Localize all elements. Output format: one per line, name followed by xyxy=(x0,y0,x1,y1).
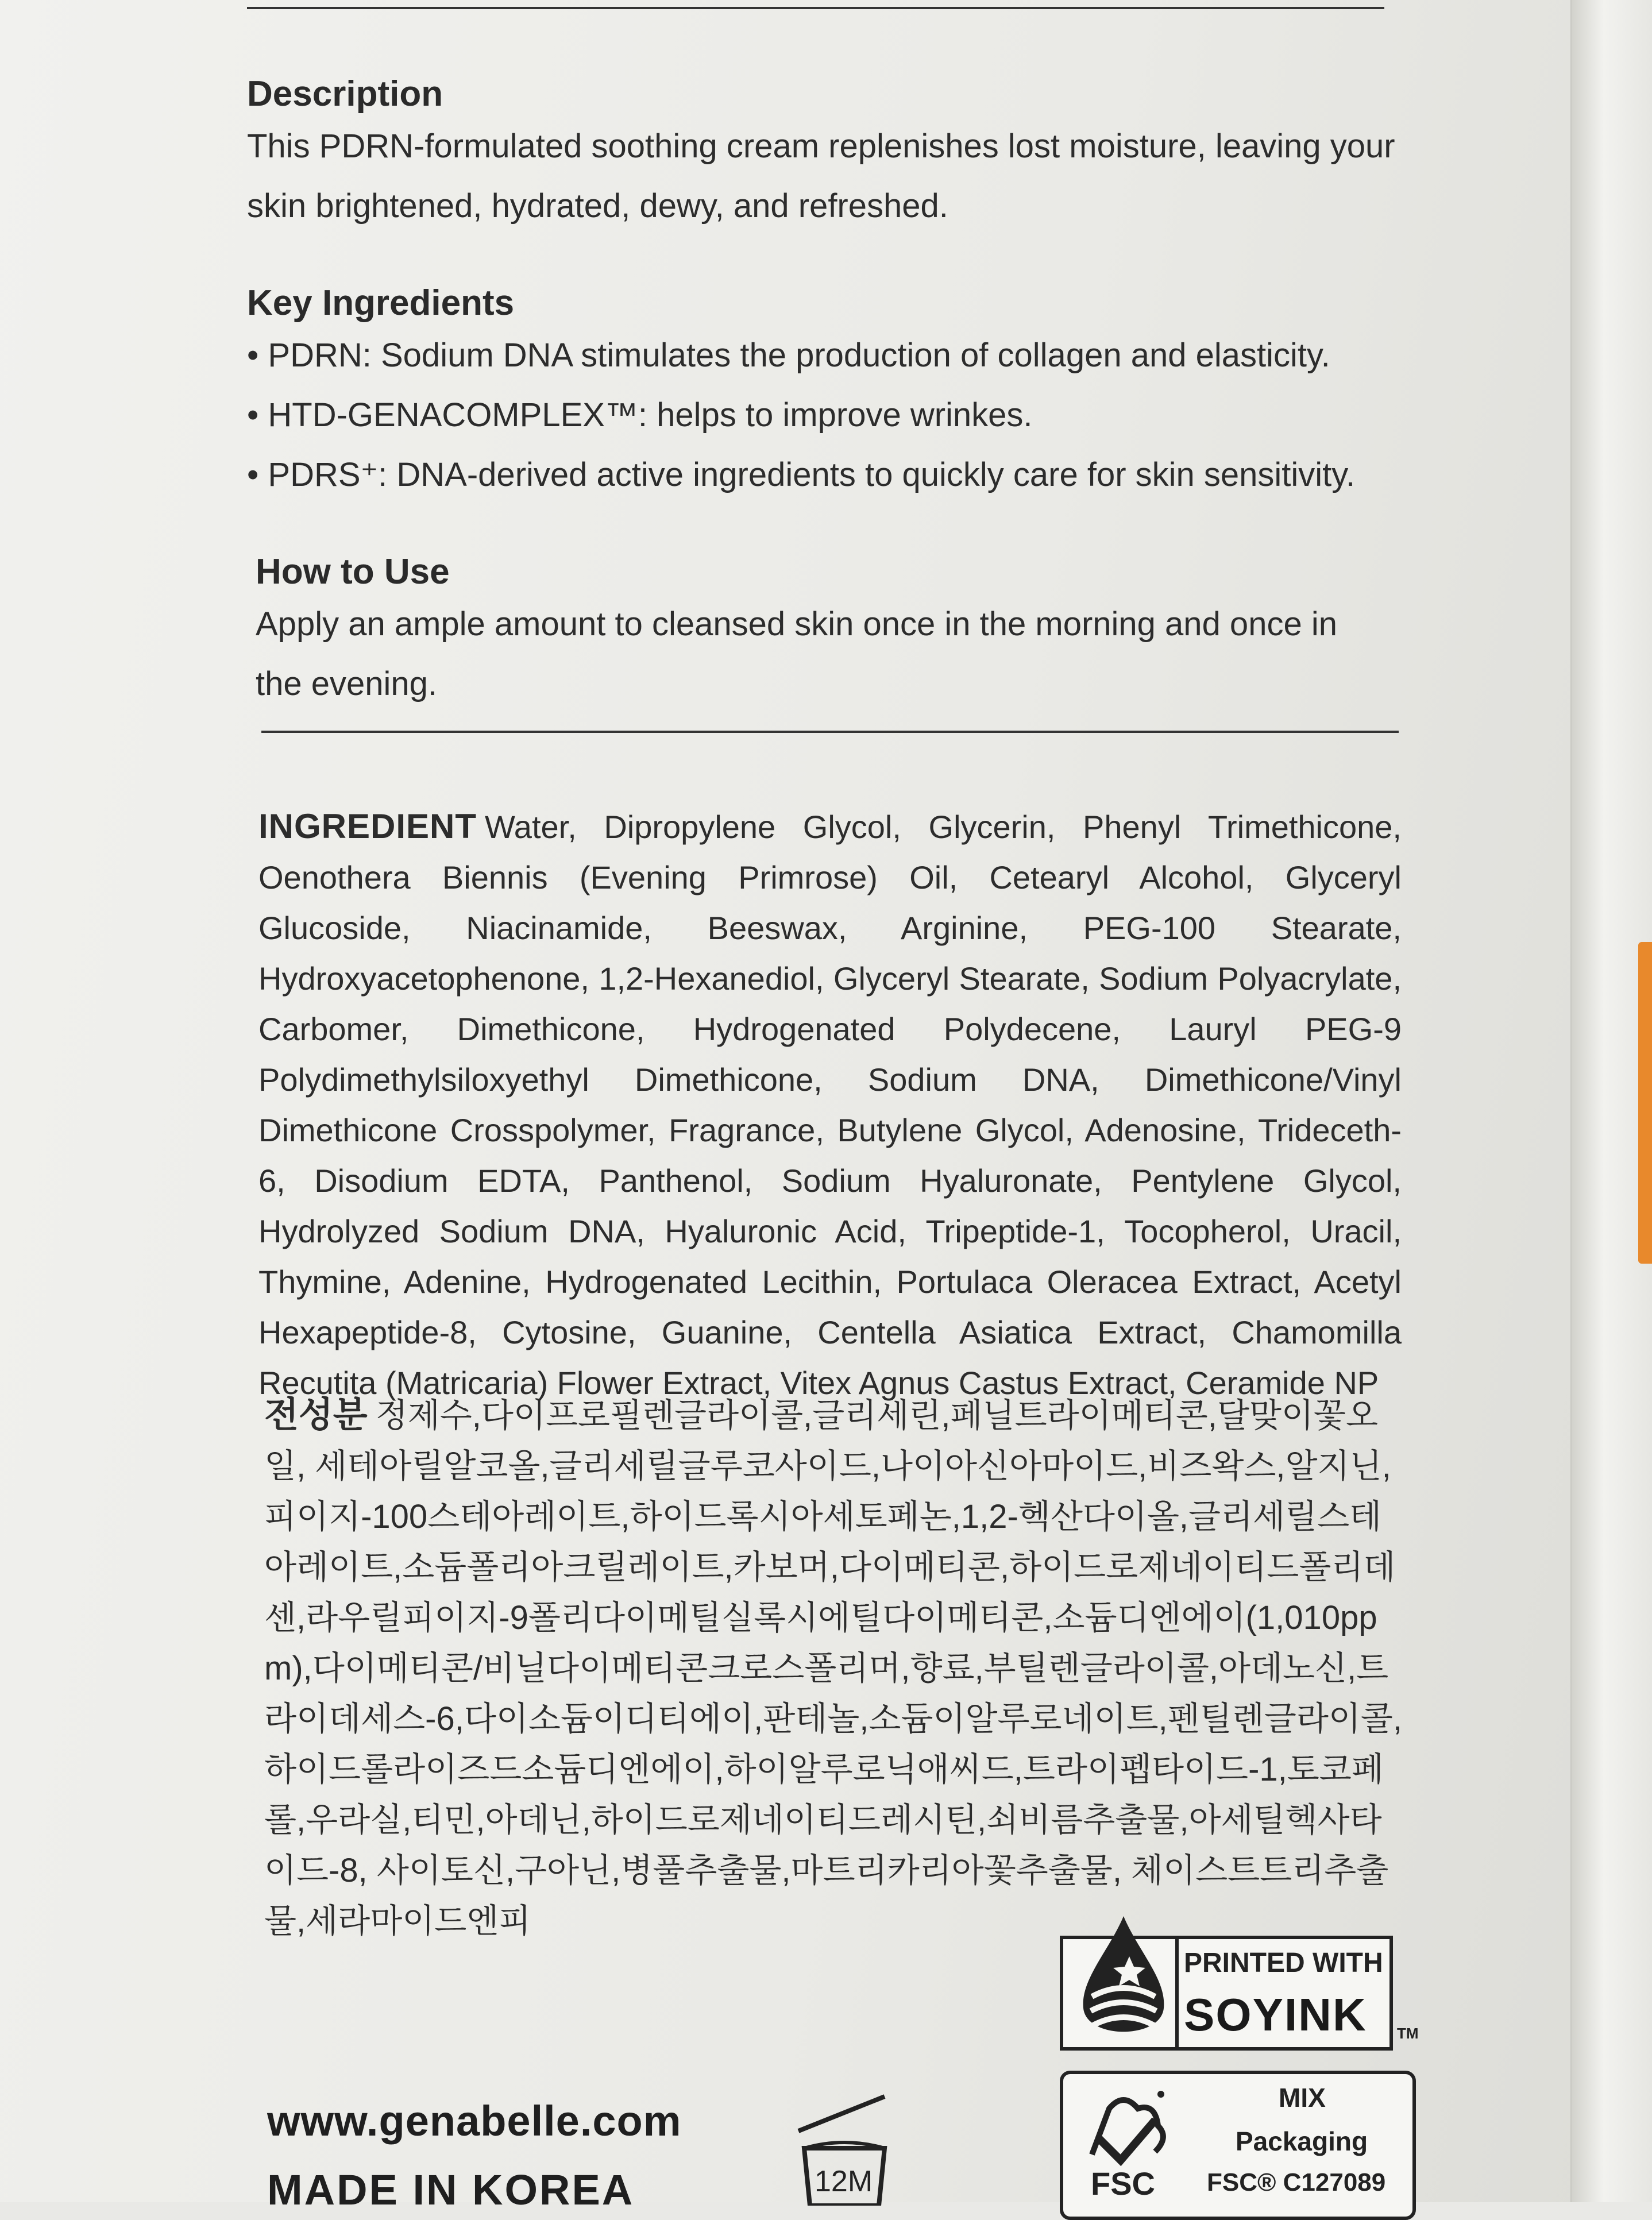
ingredient-text-korean: 정제수,다이프로필렌글라이콜,글리세린,페닐트라이메티콘,달맞이꽃오일, 세테아릴알코올,글리세릴글루코사이드,나이아신아마이드,비즈왁스,알지닌,피이지-100스테아레이트,하이드록시아세토페논,1,2-헥산다이올,글리세릴스테아레이트,소듐폴리아크릴레이트,카보머,다이메티콘,하이드로제네이티드폴리데센,라우릴피이지-9폴리다이메틸실록시에틸다이메티콘,소듐디엔에이(1,010ppm),다이메티콘/비닐다이메티콘크로스폴리머,향료,부틸렌글라이콜,아데노신,트라이데세스-6,다이소듐이디티에이,판테놀,소듐이알루로네이트,펜틸렌글라이콜,하이드롤라이즈드소듐디엔에이,하이알루로닉애씨드,트라이펩타이드-1,토코페롤,우라실,티민,아데닌,하이드로제네이티드레시틴,쇠비름추출물,아세틸헥사타이드-8, 사이토신,구아닌,병풀추출물,마트리카리아꽃추출물, 체이스트트리추출물,세라마이드엔피 xyxy=(264,1397,1403,1940)
key-ingredients-section xyxy=(247,283,1402,505)
soy-ink-badge xyxy=(1060,1936,1393,2051)
list-item: • PDRS⁺: DNA-derived active ingredients to quickly care for skin sensitivity. xyxy=(247,445,1402,505)
list-item: • PDRN: Sodium DNA stimulates the production of collagen and elasticity. xyxy=(247,326,1402,385)
key-ingredients-list xyxy=(247,326,1402,505)
trademark-mark: TM xyxy=(1397,2025,1419,2042)
description-heading: Description xyxy=(247,74,443,114)
ingredient-label-korean: 전성분 xyxy=(264,1395,368,1435)
soy-badge-top-text: PRINTED WITH xyxy=(1184,1948,1383,1978)
how-to-use-heading: How to Use xyxy=(256,552,450,592)
origin-label: MADE IN KOREA xyxy=(267,2166,635,2214)
list-item: • HTD-GENACOMPLEX™: helps to improve wrinkes. xyxy=(247,385,1402,445)
fsc-license-code: FSC® C127089 xyxy=(1207,2168,1386,2196)
description-text: This PDRN-formulated soothing cream replenishes lost moisture, leaving your skin brightened, hydrated, dewy, and refreshed. xyxy=(247,128,1395,225)
orange-accent-strip xyxy=(1638,942,1652,1264)
ingredient-list-korean xyxy=(264,1390,1407,1947)
fsc-packaging-text: Packaging xyxy=(1236,2126,1368,2156)
ingredient-text: Water, Dipropylene Glycol, Glycerin, Phenyl Trimethicone, Oenothera Biennis (Evening Primrose) Oil, Cetearyl Alcohol, Glyceryl Glucoside, Niacinamide, Beeswax, Arginine, PEG-100 Stearate, Hydroxyacetophenone, 1,2-Hexanediol, Glyceryl Stearate, Sodium Polyacrylate, Carbomer, Dimethicone, Hydrogenated Polydecene, Lauryl PEG-9 Polydimethylsiloxyethyl Dimethicone, Sodium DNA, Dimethicone/Vinyl Dimethicone Crosspolymer, Fragrance, Butylene Glycol, Adenosine, Trideceth-6, Disodium EDTA, Panthenol, Sodium Hyaluronate, Pentylene Glycol, Hydrolyzed Sodium DNA, Hyaluronic Acid, Tripeptide-1, Tocopherol, Uracil, Thymine, Adenine, Hydrogenated Lecithin, Portulaca Oleracea Extract, Acetyl Hexapeptide-8, Cytosine, Guanine, Centella Asiatica Extract, Chamomilla Recutita (Matricaria) Flower Extract, Vitex Agnus Castus Extract, Ceramide NP xyxy=(258,809,1402,1401)
how-to-use-text: Apply an ample amount to cleansed skin once in the morning and once in the evening. xyxy=(256,605,1337,702)
soy-badge-bottom-text: SOYINK xyxy=(1184,1989,1367,2040)
middle-divider xyxy=(261,731,1399,733)
fsc-badge xyxy=(1060,2071,1416,2220)
ingredient-label: INGREDIENT xyxy=(258,807,477,845)
description-section xyxy=(247,74,1402,236)
soybean-drop-icon xyxy=(1069,1910,1178,2054)
badge-divider xyxy=(1175,1939,1179,2047)
how-to-use-section xyxy=(256,551,1347,714)
fsc-mix-text: MIX xyxy=(1279,2083,1326,2113)
website-url: www.genabelle.com xyxy=(267,2097,682,2145)
fsc-label: FSC xyxy=(1091,2165,1155,2202)
ingredient-list-english xyxy=(258,801,1402,1408)
period-after-opening-label: 12M xyxy=(815,2165,873,2198)
key-ingredients-heading: Key Ingredients xyxy=(247,283,515,323)
top-divider xyxy=(247,7,1384,9)
